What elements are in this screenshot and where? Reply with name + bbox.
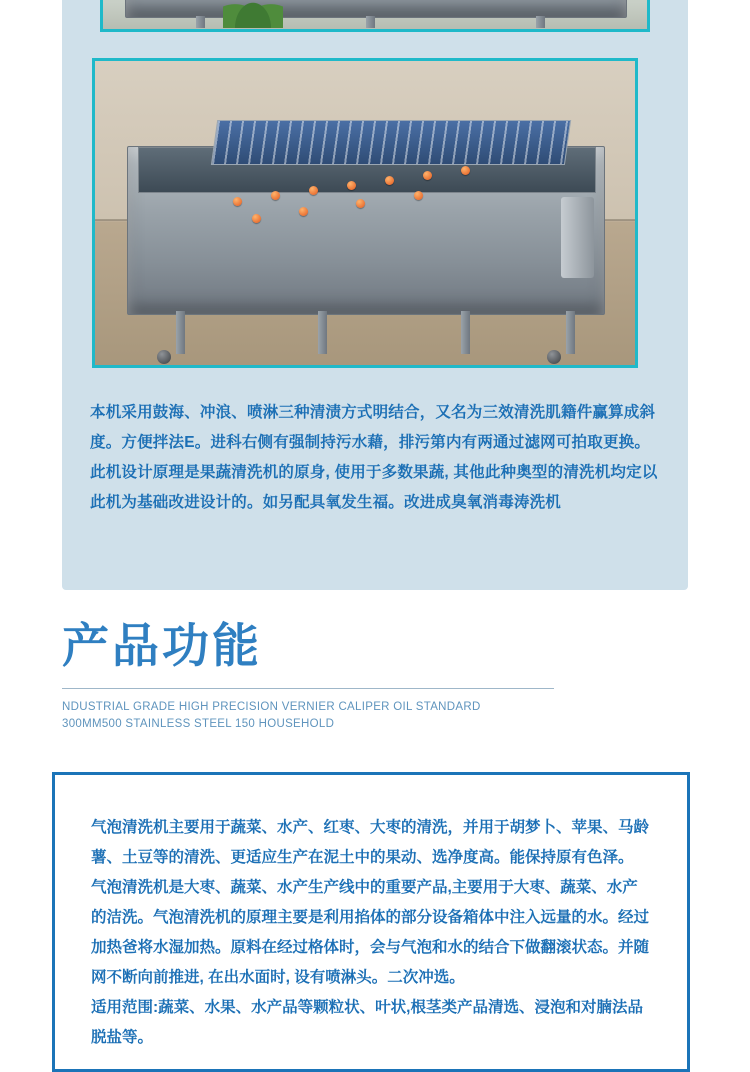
gallery-panel [62,0,688,590]
product-function-panel [52,772,690,1072]
plant-decor [223,0,283,28]
product-description: 本机采用鼓海、冲浪、喷淋三种清渍方式明结合，又名为三效清洗肌籍件赢算成斜度。方便拌法E。进科右侧有强制持污水藉，排污第内有两通过滤网可拍取更换。此机设计原理是果蔬清洗机的原身, 使用于多数果蔬, 其他此种奥型的清洗机均定以此机为基础改进设计的。如另配具氧发生福。改进成臭氧消毒涛洗机 [90,404,658,511]
product-photo-main [92,58,638,368]
section-subtitle-line1: NDUSTRIAL GRADE HIGH PRECISION VERNIER CALIPER OIL STANDARD [62,701,481,713]
machine-body-top [125,0,627,18]
section-title: 产品功能 [62,619,262,674]
section-subtitle [62,699,662,733]
drain-pipe [561,197,594,277]
photo-scene-main [95,61,635,365]
section-subtitle-line2: 300MM500 STAINLESS STEEL 150 HOUSEHOLD [62,718,335,730]
product-photo-top [100,0,650,32]
function-paragraph-3: 适用范围:蔬菜、水果、水产品等颗粒状、叶状,根茎类产品清选、浸泡和对腩法品脱盐等。 [91,999,643,1046]
photo-scene-top [103,0,647,29]
function-paragraph-1: 气泡清洗机主要用于蔬菜、水产、红枣、大枣的清洗，并用于胡梦卜、苹果、马龄薯、土豆等的清洗、更适应生产在泥土中的果动、选净度高。能保持原有色泽。 [91,819,650,866]
section-heading [62,618,662,733]
conveyor-belt [211,120,571,165]
title-divider [62,688,554,689]
function-paragraph-2: 气泡清洗机是大枣、蔬菜、水产生产线中的重要产品,主要用于大枣、蔬菜、水产的洁洗。气泡清洗机的原理主要是利用掐体的部分设备箱体中注入远量的水。经过加热爸将水湿加热。原料在经过格体时，会与气泡和水的结合下做翻滚状态。并随网不断向前推进, 在出水面时, 设有喷淋头。二次冲选。 [91,879,650,986]
product-function-text [55,775,687,1053]
machine-body-main [127,146,604,315]
conveyor-rollers [212,121,570,164]
